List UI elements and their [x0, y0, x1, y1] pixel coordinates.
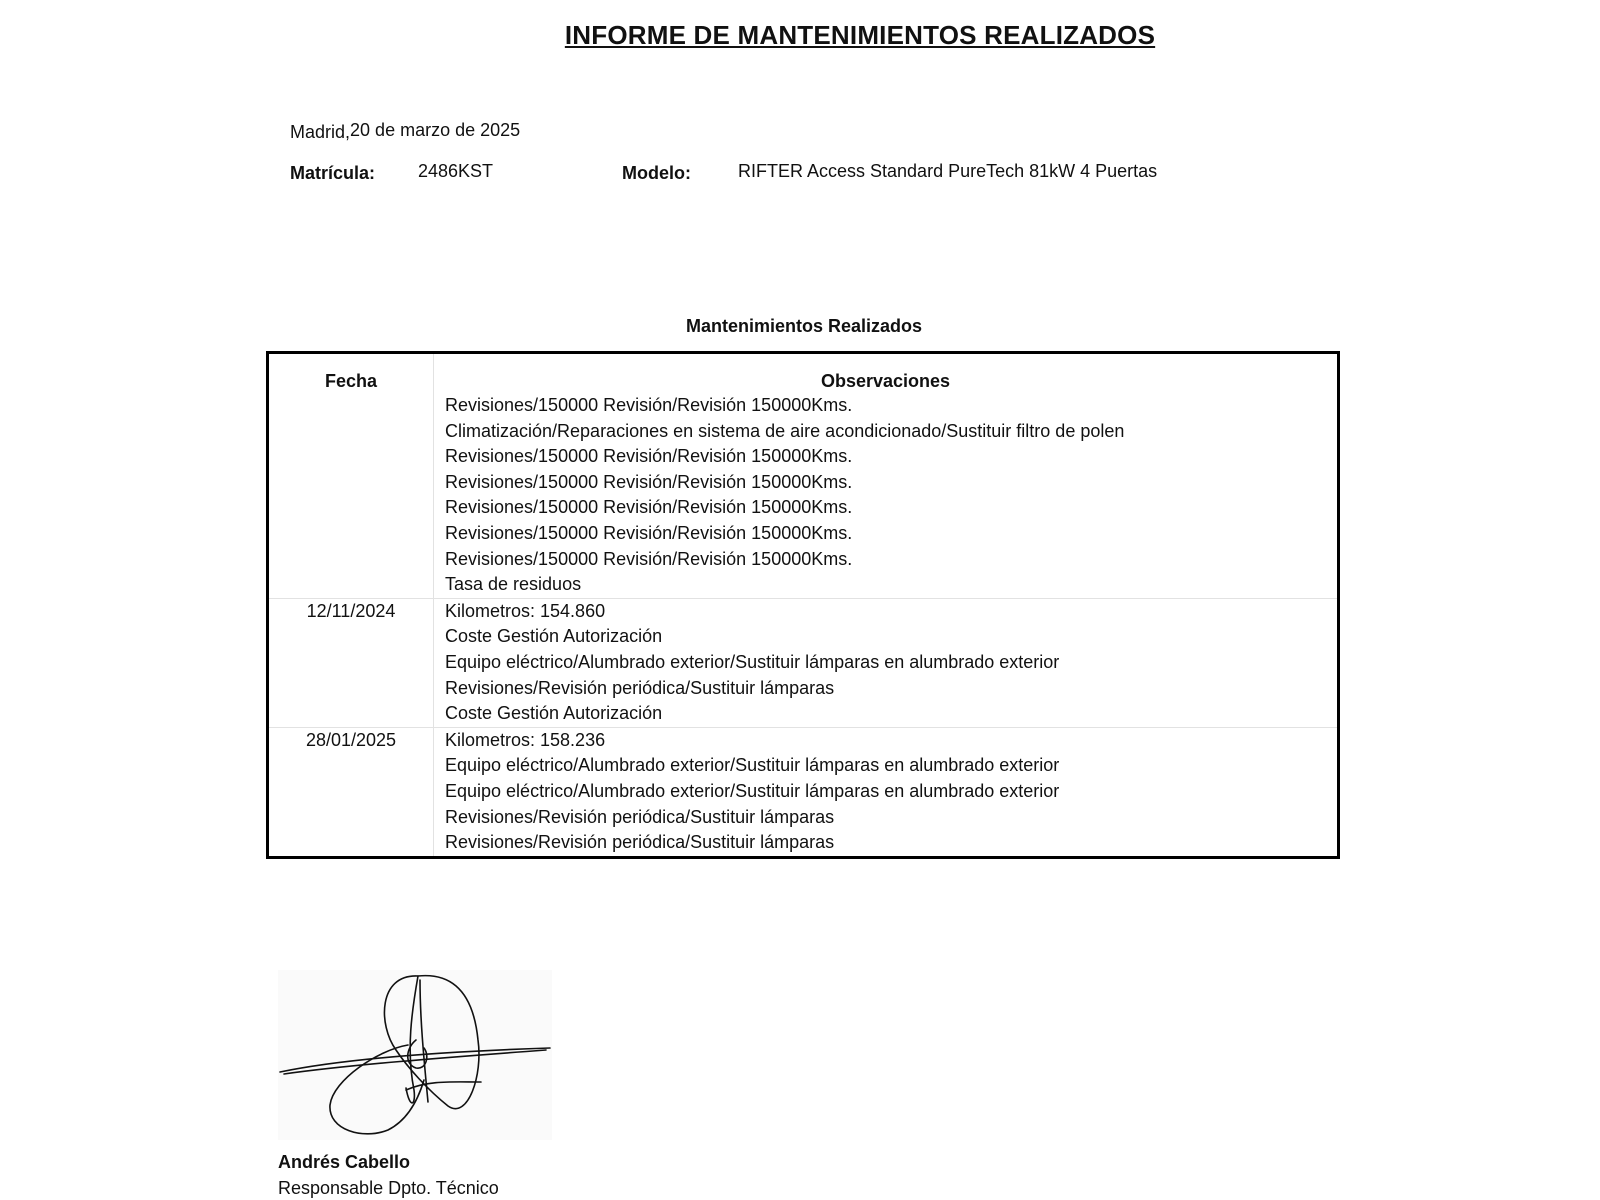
column-header-date: Fecha — [268, 353, 434, 394]
observation-line: Kilometros: 154.860 — [445, 600, 606, 621]
model-label: Modelo: — [622, 163, 691, 183]
observation-line: Revisiones/150000 Revisión/Revisión 150000Kms. — [445, 497, 853, 518]
table-row — [268, 598, 1339, 727]
handwritten-signature — [278, 970, 552, 1140]
observation-line: Coste Gestión Autorización — [445, 626, 663, 647]
maintenance-date: 12/11/2024 — [268, 598, 434, 727]
place-date — [290, 122, 520, 143]
observation-line: Revisiones/Revisión periódica/Sustituir lámparas — [445, 806, 835, 827]
maintenance-observations — [434, 727, 1339, 857]
table-header-row — [268, 353, 1339, 394]
observation-line: Revisiones/Revisión periódica/Sustituir lámparas — [445, 677, 835, 698]
report-title — [0, 20, 1600, 51]
maintenance-observations — [434, 598, 1339, 727]
maintenance-date: 28/01/2025 — [268, 727, 434, 857]
plate-value: 2486KST — [418, 161, 494, 181]
observation-line: Revisiones/150000 Revisión/Revisión 150000Kms. — [445, 471, 853, 492]
observation-line: Coste Gestión Autorización — [445, 703, 663, 724]
observation-line: Kilometros: 158.236 — [445, 729, 606, 750]
section-title-text: Mantenimientos Realizados — [685, 316, 923, 336]
observation-line: Equipo eléctrico/Alumbrado exterior/Sustituir lámparas en alumbrado exterior — [445, 755, 1060, 776]
maintenance-date — [268, 393, 434, 598]
signer-name: Andrés Cabello — [278, 1152, 411, 1172]
plate-label: Matrícula: — [290, 163, 376, 183]
observation-line: Climatización/Reparaciones en sistema de aire acondicionado/Sustituir filtro de polen — [445, 420, 1125, 441]
observation-line: Revisiones/150000 Revisión/Revisión 150000Kms. — [445, 522, 853, 543]
report-date: 20 de marzo de 2025 — [350, 120, 521, 140]
observation-line: Revisiones/150000 Revisión/Revisión 150000Kms. — [445, 446, 853, 467]
column-header-observations: Observaciones — [820, 371, 951, 391]
model-value: RIFTER Access Standard PureTech 81kW 4 Puertas — [738, 161, 1158, 181]
table-row — [268, 393, 1339, 598]
observation-line: Tasa de residuos — [445, 574, 582, 595]
observation-line: Revisiones/150000 Revisión/Revisión 150000Kms. — [445, 548, 853, 569]
observation-line: Equipo eléctrico/Alumbrado exterior/Sustituir lámparas en alumbrado exterior — [445, 780, 1060, 801]
table-body — [268, 393, 1339, 857]
section-title — [0, 316, 1600, 337]
maintenance-table — [266, 351, 1340, 859]
signer-role: Responsable Dpto. Técnico — [278, 1178, 499, 1198]
observation-line: Revisiones/Revisión periódica/Sustituir lámparas — [445, 832, 835, 853]
signature-image — [278, 970, 552, 1140]
place: Madrid, — [290, 122, 351, 142]
table-row — [268, 727, 1339, 857]
report-title-text: INFORME DE MANTENIMIENTOS REALIZADOS — [564, 20, 1156, 50]
observation-line: Equipo eléctrico/Alumbrado exterior/Sustituir lámparas en alumbrado exterior — [445, 651, 1060, 672]
maintenance-observations — [434, 393, 1339, 598]
observation-line: Revisiones/150000 Revisión/Revisión 150000Kms. — [445, 395, 853, 415]
